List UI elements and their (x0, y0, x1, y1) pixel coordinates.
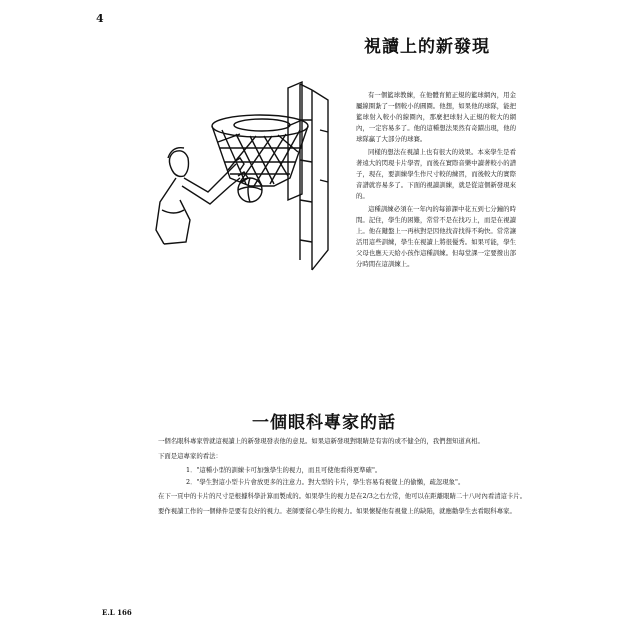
section-title-sight-reading: 視讀上的新發現 (364, 37, 490, 57)
catalog-code: E.L 166 (102, 608, 132, 617)
section-title-eye-specialist: 一個眼科專家的話 (252, 413, 396, 433)
section2-lead: 下面是這專家的看法： (158, 451, 222, 460)
section1-paragraph: 同樣的想法在視讀上也有很大的效果。本來學生是看著遠大的閃現卡片學習，而後在實際音樂中讀著較小的譜子，現在，要訓練學生作尺寸較的練習，而後較大的實際音譜就容易多了。下面的視讀訓練，就是從這個新發現來的。 (356, 148, 516, 200)
section1-paragraph: 有一個籃球教練，在他體育館正規的籃球網內，用金屬線圈紮了一個較小的圓圈。他想，如果他的球隊，能把籃球射入較小的線圈內，那麼把球射入正規的較大的網內，一定容易多了。他的這種想法果然有奇蹟出現，他的球隊贏了大部分的球賽。 (356, 91, 516, 143)
list-item: 2．"學生對這小型卡片會放更多的注意力。對大型的卡片，學生容易有視覺上的偷懶，疏忽現象"。 (186, 477, 465, 486)
basket-net-icon (212, 115, 308, 186)
boy-player-icon (156, 148, 248, 244)
section1-body (356, 90, 516, 272)
specialist-opinion-list (146, 465, 536, 488)
section1-paragraph: 這種訓練必須在一年內的每節課中花五到七分鐘的時間。記住，學生的困難，常常不是在找巧上，而是在視讀上。他在鍵盤上一再核對是因他找音找得不夠快。常常讓活用這些訓練，學生在視讀上將很優秀。如果可能，學生父母也應天天給小孩作這種訓練。但每堂課一定要撥出部分時間在這訓練上。 (356, 205, 516, 268)
basketball-illustration (150, 60, 350, 280)
hoop-pole-icon (300, 84, 328, 270)
section2-paragraph: 要作視讀工作的一個條件是要有良好的視力。老師要留心學生的視力。如果懷疑他有視覺上的缺陷，就應勸學生去看眼科專家。 (158, 506, 516, 515)
page-number: 4 (96, 12, 104, 25)
section2-intro: 一個名眼科專家曾就這視讀上的新發現發表他的意見。如果這新發現對眼睛是有害的或不健全的，我們想知道真相。 (158, 437, 484, 445)
section2-body (146, 436, 536, 520)
section2-paragraph: 在下一頁中的卡片的尺寸是根據科學計算而製成的。如果學生的視力是在2/3之右左常，他可以在距離眼睛二十八吋內看清這卡片。 (158, 492, 527, 500)
list-item: 1．"這種小型的訓練卡可加強學生的視力，而且可使他看得更準確"。 (186, 466, 382, 474)
basketball-icon (238, 178, 262, 202)
